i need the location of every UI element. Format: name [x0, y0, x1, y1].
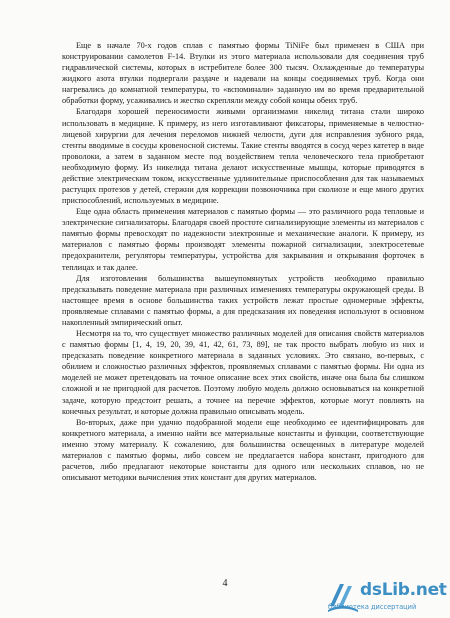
paragraph: Еще в начале 70-х годов сплав с памятью формы TiNiFe был применен в США при конструировании самолетов F-14. Втулки из этого материала использовали для соединения труб гидравлической системы, которых в истребителе более 300 тысяч. Охлажденные до температуры жидкого азота втулки подвергали раздаче и надевали на концы соединяемых труб. Когда они нагревались до комнатной температуры, то «вспоминали» заданную им во время предварительной обработки форму, усаживались и жестко скрепляли между собой концы обеих труб.	[62, 41, 424, 106]
page-number: 4	[222, 578, 228, 589]
paragraph: Несмотря на то, что существует множество различных моделей для описания свойств материалов с памятью формы [1, 4, 19, 20, 39, 41, 42, 61, 73, 89], не так просто выбрать любую из них и предсказать поведение конкретного материала в заданных условиях. Это связано, во-первых, с обилием и сложностью различных эффектов, проявляемых сплавами с памятью формы. Ни одна из моделей не может претендовать на точное описание всех этих свойств, иначе она была бы слишком сложной и не пригодной для расчетов. Поэтому любую модель должно основываться на конкретной задаче, которую предстоит решать, а точнее на перечне эффектов, которые могут повлиять на конечных результат, и которые должна правильно описывать модель.	[62, 329, 424, 416]
watermark[interactable]	[326, 580, 447, 614]
paragraph: Благодаря хорошей переносимости живыми организмами никелид титана стали широко использовать в медицине. К примеру, из него изготавливают фиксаторы, применяемые в челюстно-лицевой хирургии для лечения переломов нижней челюсти, дуги для исправления зубного ряда, стенты вводимые в сосуды кровеносной системы. Такие стенты вводятся в сосуд через катетер в виде проволоки, а затем в заданном месте под воздействием тепла человеческого тела приобретают необходимую форму. Из никелида титана делают искусственные мышцы, которые приводятся в действие электрическим током, искусственные удлинительные приспособления для так называемых растущих протезов у детей, стержни для коррекции позвоночника при сколиозе и еще много других приспособлений, используемых в медицине.	[62, 107, 424, 206]
paragraph: Во-вторых, даже при удачно подобранной модели еще необходимо ее идентифицировать для конкретного материала, а именно найти все материальные константы и функции, соответствующие именно этому материалу. К сожалению, для большинства освещенных в литературе моделей материалов с памятью формы, либо совсем не предлагается набора констант, пригодного для расчетов, либо предлагают некоторые константы для одного или нескольких сплавов, но не описывают методики вычисления этих констант для других материалов.	[62, 417, 424, 483]
watermark-brand: dsLib.net	[360, 580, 447, 600]
body-text	[62, 40, 424, 483]
paragraph: Еще одна область применения материалов с памятью формы — это различного рода тепловые и электрические сигнализаторы. Благодаря своей простоте сигнализирующие элементы из материалов с памятью формы превосходят по надежности электронные и механические аналоги. К примеру, из материалов с памятью формы производят элементы пожарной сигнализации, электросетевые предохранители, регуляторы температуры, устройства для закрывания и открывания форточек в теплицах и так далее.	[62, 207, 424, 272]
watermark-subtitle: библиотека диссертаций	[328, 603, 417, 611]
paragraph: Для изготовления большинства вышеупомянутых устройств необходимо правильно предсказывать поведение материала при различных изменениях температуры окружающей среды. В настоящее время в основе большинства таких устройств лежат простые одномерные эффекты, проявляемые сплавами с памятью формы, а для предсказания их поведения используют в основном накопленный эмпирический опыт.	[62, 273, 424, 327]
